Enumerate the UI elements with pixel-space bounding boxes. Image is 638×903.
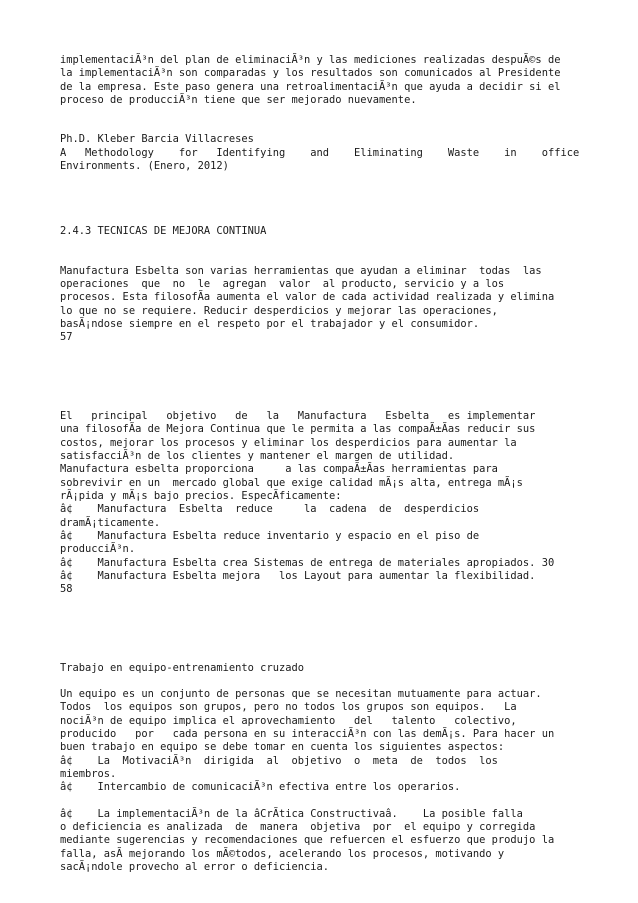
blank-line	[60, 597, 578, 610]
text-block	[60, 808, 578, 875]
text-block	[60, 662, 578, 675]
text-line: una filosofÃa de Mejora Continua que le permita a las compaÃ±Ãas reducir sus	[60, 423, 536, 436]
text-block	[60, 688, 578, 795]
text-block	[60, 54, 578, 107]
text-line: â¢ Manufactura Esbelta mejora los Layout para aumentar la flexibilidad.	[60, 569, 536, 582]
blank-line	[60, 186, 578, 199]
text-line: Ph.D. Kleber Barcia Villacreses	[60, 133, 254, 146]
text-block	[60, 410, 578, 597]
text-line: proceso de producciÃ³n tiene que ser mejorado nuevamente.	[60, 94, 417, 107]
text-line: â¢ Manufactura Esbelta crea Sistemas de entrega de materiales apropiados. 30	[60, 556, 555, 569]
blank-line	[60, 252, 578, 265]
blank-line	[60, 212, 578, 225]
blank-line	[60, 358, 578, 371]
text-line: dramÃ¡ticamente.	[60, 516, 161, 529]
text-line: 58	[60, 583, 73, 596]
text-line: la implementaciÃ³n son comparadas y los resultados son comunicados al Presidente	[60, 67, 561, 80]
text-block	[60, 265, 578, 345]
text-line: satisfacciÃ³n de los clientes y mantener el margen de utilidad.	[60, 449, 455, 462]
text-line: basÃ¡ndose siempre en el respeto por el trabajador y el consumidor.	[60, 318, 480, 331]
text-line: miembros.	[60, 768, 117, 781]
text-line: costos, mejorar los procesos y eliminar los desperdicios para aumentar la	[60, 436, 517, 449]
text-block	[60, 225, 578, 238]
text-line: falla, asÃ mejorando los mÃ©todos, acelerando los procesos, motivando y	[60, 847, 505, 860]
text-line: producido por cada persona en su interacciÃ³n con las demÃ¡s. Para hacer un	[60, 728, 555, 740]
blank-line	[60, 636, 578, 649]
text-line: 57	[60, 331, 73, 344]
text-line: A Methodology for Identifying and Eliminating Waste in office	[60, 146, 580, 159]
text-line: Environments. (Enero, 2012)	[60, 160, 229, 173]
blank-line	[60, 199, 578, 212]
text-line: 2.4.3 TECNICAS DE MEJORA CONTINUA	[60, 225, 267, 238]
blank-line	[60, 795, 578, 808]
text-line: producciÃ³n.	[60, 543, 136, 556]
blank-line	[60, 610, 578, 623]
text-line: procesos. Esta filosofÃa aumenta el valor de cada actividad realizada y elimina	[60, 291, 555, 304]
blank-line	[60, 623, 578, 636]
text-line: Manufactura Esbelta son varias herramientas que ayudan a eliminar todas las	[60, 264, 542, 277]
text-line: Un equipo es un conjunto de personas que se necesitan mutuamente para actuar.	[60, 687, 542, 700]
blank-line	[60, 345, 578, 358]
blank-line	[60, 649, 578, 662]
text-line: mediante sugerencias y recomendaciones que refuercen el esfuerzo que produjo la	[60, 834, 555, 847]
blank-line	[60, 371, 578, 384]
document-body	[60, 54, 578, 874]
text-line: operaciones que no le agregan valor al producto, servicio y a los	[60, 278, 505, 291]
blank-line	[60, 675, 578, 688]
text-line: de la empresa. Este paso genera una retroalimentaciÃ³n que ayuda a decidir si el	[60, 80, 561, 93]
text-line: sobrevivir en un mercado global que exige calidad mÃ¡s alta, entrega mÃ¡s	[60, 476, 523, 489]
blank-line	[60, 384, 578, 397]
text-line: Trabajo en equipo-entrenamiento cruzado	[60, 661, 304, 674]
text-block	[60, 133, 578, 173]
text-line: â¢ La MotivaciÃ³n dirigida al objetivo o meta de todos los	[60, 754, 498, 767]
text-line: buen trabajo en equipo se debe tomar en cuenta los siguientes aspectos:	[60, 741, 505, 754]
text-line: lo que no se requiere. Reducir desperdicios y mejorar las operaciones,	[60, 304, 498, 317]
text-line: implementaciÃ³n del plan de eliminaciÃ³n y las mediciones realizadas despuÃ©s de	[60, 54, 561, 66]
blank-line	[60, 107, 578, 120]
text-line: Manufactura esbelta proporciona a las compaÃ±Ãas herramientas para	[60, 463, 498, 476]
blank-line	[60, 397, 578, 410]
text-line: o deficiencia es analizada de manera objetiva por el equipo y corregida	[60, 821, 536, 834]
text-line: â¢ Manufactura Esbelta reduce la cadena de desperdicios	[60, 503, 480, 516]
text-line: â¢ La implementaciÃ³n de la âCrÃtica Constructivaâ. La posible falla	[60, 807, 523, 820]
text-line: sacÃ¡ndole provecho al error o deficiencia.	[60, 861, 329, 874]
blank-line	[60, 120, 578, 133]
text-line: Todos los equipos son grupos, pero no todos los grupos son equipos. La	[60, 701, 517, 714]
text-line: â¢ Intercambio de comunicaciÃ³n efectiva entre los operarios.	[60, 781, 461, 794]
blank-line	[60, 239, 578, 252]
text-line: â¢ Manufactura Esbelta reduce inventario y espacio en el piso de	[60, 529, 480, 542]
text-line: nociÃ³n de equipo implica el aprovechamiento del talento colectivo,	[60, 714, 517, 727]
text-line: El principal objetivo de la Manufactura Esbelta es implementar	[60, 409, 536, 422]
text-line: rÃ¡pida y mÃ¡s bajo precios. EspecÃficamente:	[60, 489, 342, 502]
blank-line	[60, 173, 578, 186]
